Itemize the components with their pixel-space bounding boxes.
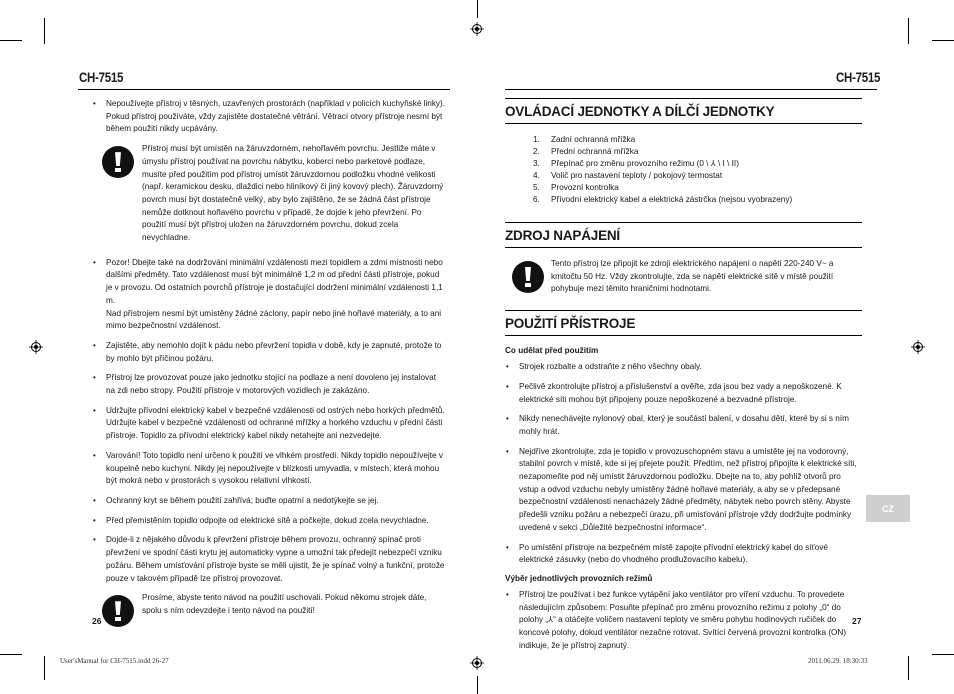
left-page <box>78 98 446 678</box>
warning-exclamation-icon <box>102 595 134 627</box>
crop-mark <box>908 18 909 44</box>
item-number: 1. <box>533 135 540 144</box>
item-number: 6. <box>533 195 540 204</box>
parts-list-item <box>533 146 862 158</box>
item-text: Volič pro nastavení teploty / pokojový termostat <box>551 171 723 180</box>
crop-mark <box>477 676 478 694</box>
parts-list-item <box>533 158 862 170</box>
warning-exclamation-icon <box>512 261 544 293</box>
before-use-list <box>505 361 862 567</box>
section-title-controls: OVLÁDACÍ JEDNOTKY A DÍLČÍ JEDNOTKY <box>505 98 862 124</box>
bullet-item: • Zajistěte, aby nemohlo dojít k pádu nebo převržení topidla v době, kdy je zapnuté, protože to by mohlo být příčinou požáru. <box>78 340 446 365</box>
registration-mark-icon <box>470 22 484 36</box>
subsection-title-modes: Výběr jednotlivých provozních režimů <box>505 573 653 583</box>
warning-block <box>78 143 446 245</box>
power-warning-text: Tento přístroj lze připojit ke zdroji elektrického napájení o napětí 220-240 V~ a kmitočtu 50 Hz. Vždy zkontrolujte, zda se napětí elektrické sítě v místě použití pohybuje mezi těmito hraničními hodnotami. <box>551 259 834 294</box>
item-number: 3. <box>533 159 540 168</box>
item-text: Přepínač pro změnu provozního režimu (0 \ ⅄ \ I \ II) <box>551 159 739 168</box>
bullet-item: • Pečlivě zkontrolujte přístroj a příslušenství a ověřte, zda jsou bez vady a nepoškozené. K elektrické síti mohou být připojeny pouze nepoškozené a bezvadné přístroje. <box>505 381 862 406</box>
crop-mark <box>932 654 954 655</box>
bullet-item: • Ochranný kryt se během použití zahřívá; buďte opatrní a nedotýkejte se jej. <box>78 495 446 508</box>
bullet-item: • Strojek rozbalte a odstraňte z něho všechny obaly. <box>505 361 862 374</box>
power-warning <box>505 258 862 296</box>
header-rule <box>78 89 450 90</box>
bullet-item: • Udržujte přívodní elektrický kabel v bezpečné vzdálenosti od ostrých nebo horkých předmětů. Udržujte kabel v bezpečné vzdálenosti od ochranné mřížky a horkého vzduchu v přední části přístroje. Topidlo za přívodní elektrický kabel nikdy netahejte ani nezvedejte. <box>78 405 446 443</box>
bullet-item: • Pozor! Dbejte také na dodržování minimální vzdálenosti mezi topidlem a zdmi místnosti nebo dalšími předměty. Tato vzdálenost musí být minimálně 1,2 m od přední části přístroje, pokud je v provozu. Od ostatních povrchů přístroje je dostačující dodržení minimální vzdálenosti 1,1 m. Nad přístrojem nesmí být umístěny žádné záclony, papír nebo jiné hořlavé materiály, a to ani mimo bezpečnostní vzdálenost. <box>78 257 446 333</box>
modes-list <box>505 589 862 653</box>
bullet-item: • Nikdy nenechávejte nylonový obal, který je součástí balení, v dosahu dětí, které by si s ním mohly hrát. <box>505 413 862 438</box>
bullet-item: • Před přemístěním topidlo odpojte od elektrické sítě a počkejte, dokud zcela nevychladne. <box>78 515 446 528</box>
parts-list-item <box>533 194 862 206</box>
crop-mark <box>44 656 45 680</box>
right-page <box>505 98 862 678</box>
registration-mark-icon <box>911 340 925 354</box>
item-text: Přívodní elektrický kabel a elektrická zástrčka (nejsou vyobrazeny) <box>551 195 793 204</box>
item-text: Zadní ochranná mřížka <box>551 135 636 144</box>
section-title-power: ZDROJ NAPÁJENÍ <box>505 222 862 248</box>
bullet-item: • Po umístění přístroje na bezpečném místě zapojte přívodní elektrický kabel do síťové elektrické zásuvky (nebo do vhodného prodlužovacího kabelu). <box>505 542 862 567</box>
bullet-item: • Přístroj lze používat i bez funkce vytápění jako ventilátor pro víření vzduchu. To provedete následujícím způsobem: Posuňte přepínač pro změnu provozního režimu z polohy „0“ do polohy „⅄“ a otáčejte voličem nastavení teploty ve směru pohybu hodinových ručiček do koncové polohy, dokud ventilátor nezačne rotovat. Svítící červená provozní kontrolka (ON) indikuje, že je přístroj zapnutý. <box>505 589 862 653</box>
item-number: 5. <box>533 183 540 192</box>
print-timestamp: 2011.06.29. 18:30:33 <box>808 657 868 665</box>
language-tab: CZ <box>866 495 910 522</box>
warning-block <box>78 592 446 617</box>
section-title-usage: POUŽITÍ PŘÍSTROJE <box>505 310 862 336</box>
bullet-item: • Nepoužívejte přístroj v těsných, uzavřených prostorách (například v policích kuchyňské linky). Pokud přístroj používáte, vždy zajistěte dostatečné větrání. Větrací otvory přístroje nesmí být během použití nikdy ucpávány. <box>78 98 446 136</box>
header-rule <box>505 89 877 90</box>
parts-list-item <box>533 134 862 146</box>
model-header-right: CH-7515 <box>836 70 881 85</box>
registration-mark-icon <box>29 340 43 354</box>
parts-list-item <box>533 170 862 182</box>
file-info: User'sManual for CH-7515.indd 26-27 <box>60 657 169 665</box>
subsection-title-before-use: Co udělat před použitím <box>505 346 599 356</box>
left-page-content <box>78 98 446 618</box>
page-number-left: 26 <box>92 616 102 626</box>
bullet-item: • Nejdříve zkontrolujte, zda je topidlo v provozuschopném stavu a umístěte jej na vodorovný, stabilní povrch v místě, kde si jej přejete použít. Předtím, než přístroj připojíte k elektrické síti, nezapomeňte pod něj umístit žáruvzdornou podložku. Dbejte na to, aby pohlíž otvorů pro vstup a odvod vzduchu nebyly umístěny žádné hořlavé materiály, a aby se v předepsané bezpečnostní vzdálenosti nenacházely žádné předměty, nábytek nebo povrch stěny. Abyste předešli vzniku požáru a nebezpečí úrazu, při umisťování přístroje vždy dodržujte podmínky uvedené v sekci „Důležité bezpečnostní informace“. <box>505 446 862 535</box>
crop-mark <box>0 40 22 41</box>
warning-exclamation-icon <box>102 146 134 178</box>
crop-mark <box>44 18 45 44</box>
warning-text: Prosíme, abyste tento návod na použití uschovali. Pokud někomu strojek dáte, spolu s ním odevzdejte i tento návod na použití! <box>142 593 427 615</box>
bullet-item: • Dojde-li z nějakého důvodu k převržení přístroje během provozu, ochranný spínač proti převržení ve spodní části krytu jej automaticky vypne a umožní tak předejít nebezpečí vzniku požáru. Během umísťování přístroje byste se měli ujistit, že je spínač volný a funkční, protože pouze v takovém případě lze přístroj provozovat. <box>78 534 446 585</box>
warning-text: Přístroj musí být umístěn na žáruvzdorném, nehořlavém povrchu. Jestliže máte v úmyslu přístroj používat na povrchu nábytku, koberci nebo parketové podlaze, musíte před použitím pod přístroj umístit žáruvzdornou podložku vhodné velikosti (např. keramickou desku, dlaždici nebo hliníkový či jiný kovový plech). Žáruvzdorný povrch musí být dostatečně velký, aby bylo zajištěno, že se žádná část přístroje nemůže dotknout hořlavého povrchu v případě, že dojde k jeho převržení. Po použití musí být přístroj uložen na žáruvzdorném povrchu, dokud zcela nevychladne. <box>142 144 444 243</box>
bullet-item: • Varování! Toto topidlo není určeno k použití ve vlhkém prostředí. Nikdy topidlo nepoužívejte v koupelně nebo kuchyni. Nikdy jej nepoužívejte v blízkosti umyvadla, v místech, která mohou být mokrá nebo v prostorách s vysokou relativní vlhkostí. <box>78 450 446 488</box>
item-text: Přední ochranná mřížka <box>551 147 639 156</box>
registration-mark-icon <box>470 656 484 670</box>
crop-mark <box>0 654 22 655</box>
model-header-left: CH-7515 <box>79 70 124 85</box>
item-number: 4. <box>533 171 540 180</box>
crop-mark <box>908 656 909 680</box>
crop-mark <box>477 0 478 18</box>
item-text: Provozní kontrolka <box>551 183 619 192</box>
bullet-item: • Přístroj lze provozovat pouze jako jednotku stojící na podlaze a není dovoleno jej instalovat na zdi nebo stropy. Použití přístroje v motorových vozidlech je zakázáno. <box>78 372 446 397</box>
item-number: 2. <box>533 147 540 156</box>
parts-list <box>505 134 862 206</box>
crop-mark <box>932 40 954 41</box>
page-number-right: 27 <box>852 616 862 626</box>
parts-list-item <box>533 182 862 194</box>
